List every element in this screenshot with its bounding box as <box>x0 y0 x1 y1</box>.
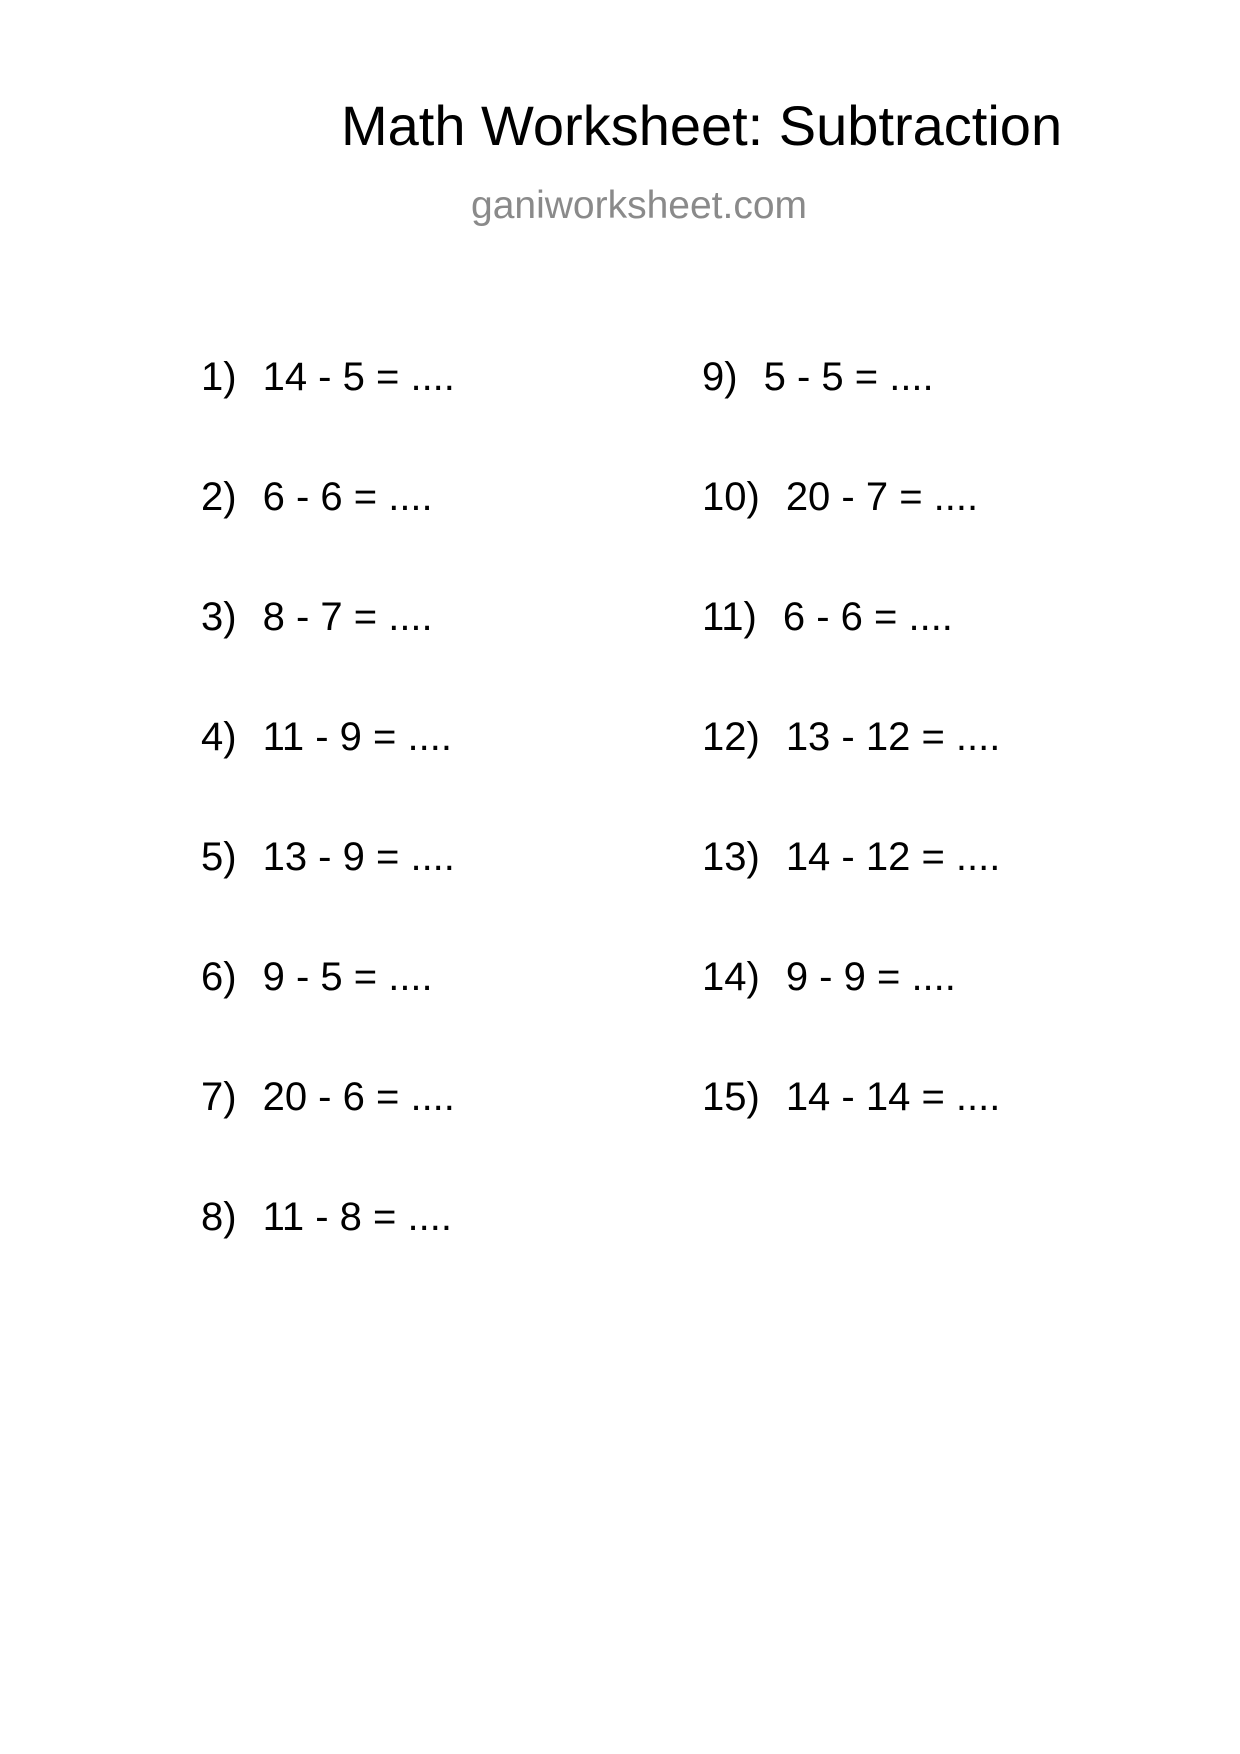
problem-item <box>702 1074 1000 1194</box>
problem-expression: 6 - 6 = .... <box>262 475 433 519</box>
problem-number: 2) <box>201 475 237 519</box>
worksheet-title: Math Worksheet: Subtraction <box>341 94 1063 157</box>
problem-item <box>201 954 455 1074</box>
problem-expression: 20 - 7 = .... <box>785 475 979 519</box>
problem-item <box>201 834 455 954</box>
problem-column-right <box>702 354 1000 1194</box>
problem-expression: 8 - 7 = .... <box>262 595 433 639</box>
problem-column-left <box>201 354 455 1314</box>
problem-expression: 11 - 9 = .... <box>262 715 452 759</box>
problem-item <box>201 1194 455 1314</box>
problem-expression: 5 - 5 = .... <box>763 355 934 399</box>
problem-item <box>702 474 1000 594</box>
problem-item <box>201 594 455 714</box>
problem-number: 8) <box>201 1195 237 1239</box>
problem-expression: 6 - 6 = .... <box>782 595 953 639</box>
problem-number: 13) <box>702 835 760 879</box>
problem-expression: 14 - 5 = .... <box>262 355 455 399</box>
problem-item <box>201 474 455 594</box>
problem-number: 4) <box>201 715 237 759</box>
problem-number: 9) <box>702 355 738 399</box>
problem-item <box>702 834 1000 954</box>
problem-item <box>201 354 455 474</box>
problem-number: 14) <box>702 955 760 999</box>
problem-number: 10) <box>702 475 760 519</box>
problem-number: 7) <box>201 1075 237 1119</box>
problem-number: 6) <box>201 955 237 999</box>
problem-item <box>702 714 1000 834</box>
problem-number: 12) <box>702 715 760 759</box>
problem-expression: 14 - 14 = .... <box>785 1075 1001 1119</box>
problem-item <box>702 594 1000 714</box>
worksheet-source: ganiworksheet.com <box>471 184 807 227</box>
problem-item <box>201 714 455 834</box>
problem-expression: 9 - 9 = .... <box>785 955 956 999</box>
problem-number: 15) <box>702 1075 760 1119</box>
problem-number: 5) <box>201 835 237 879</box>
problem-number: 11) <box>702 595 757 639</box>
problem-number: 3) <box>201 595 237 639</box>
problem-item <box>201 1074 455 1194</box>
problem-item <box>702 954 1000 1074</box>
problem-expression: 11 - 8 = .... <box>262 1195 452 1239</box>
problem-number: 1) <box>201 355 237 399</box>
problem-expression: 14 - 12 = .... <box>785 835 1001 879</box>
problem-expression: 9 - 5 = .... <box>262 955 433 999</box>
problem-expression: 13 - 12 = .... <box>785 715 1001 759</box>
problem-item <box>702 354 1000 474</box>
problem-expression: 20 - 6 = .... <box>262 1075 455 1119</box>
problem-expression: 13 - 9 = .... <box>262 835 455 879</box>
